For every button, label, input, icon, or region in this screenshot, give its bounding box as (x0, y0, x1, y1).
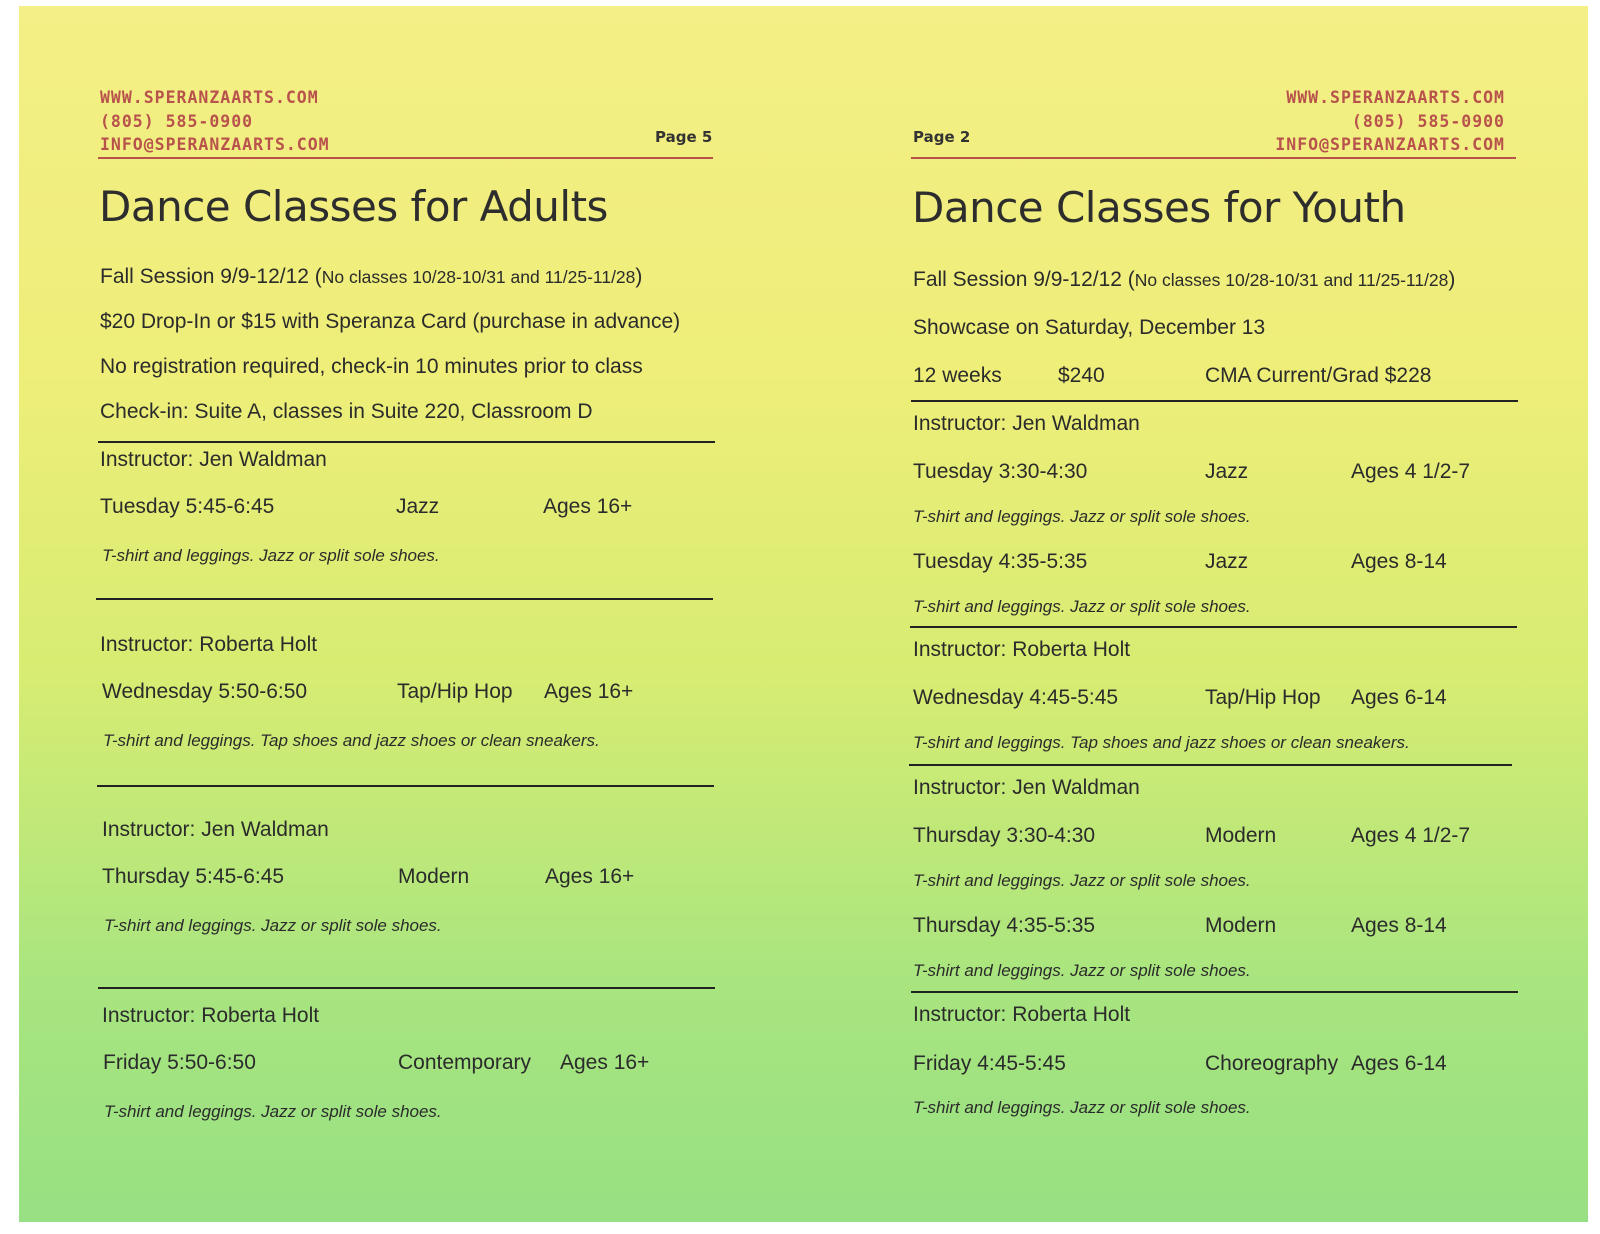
class-style: Choreography (1205, 1052, 1339, 1075)
class-ages: Ages 16+ (544, 680, 634, 703)
class-attire-note: T-shirt and leggings. Jazz or split sole shoes. (102, 546, 440, 565)
class-ages: Ages 6-14 (1351, 686, 1447, 709)
class-style: Jazz (396, 495, 440, 518)
right-session-exceptions: No classes 10/28-10/31 and 11/25-11/28 (1134, 270, 1449, 290)
class-attire-note: T-shirt and leggings. Jazz or split sole shoes. (104, 916, 442, 935)
class-day-time: Thursday 4:35-5:35 (913, 914, 1096, 937)
class-ages: Ages 4 1/2-7 (1351, 824, 1471, 847)
class-day-time: Tuesday 5:45-6:45 (100, 495, 275, 518)
class-style: Contemporary (398, 1051, 532, 1074)
class-day-time: Wednesday 4:45-5:45 (913, 686, 1119, 709)
left-website: WWW.SPERANZAARTS.COM (100, 88, 319, 107)
class-attire-note: T-shirt and leggings. Tap shoes and jazz shoes or clean sneakers. (913, 733, 1410, 752)
left-registration: No registration required, check-in 10 minutes prior to class (100, 355, 643, 378)
class-style: Modern (1205, 824, 1277, 847)
right-divider (909, 764, 1512, 766)
left-divider (97, 785, 714, 787)
right-phone: (805) 585-0900 (1351, 111, 1505, 131)
class-attire-note: T-shirt and leggings. Jazz or split sole shoes. (913, 961, 1251, 980)
class-attire-note: T-shirt and leggings. Tap shoes and jazz shoes or clean sneakers. (103, 731, 600, 750)
class-day-time: Thursday 3:30-4:30 (913, 824, 1096, 847)
right-page-number: Page 2 (913, 128, 971, 146)
right-instructor: Instructor: Roberta Holt (913, 638, 1131, 661)
class-ages: Ages 16+ (545, 865, 635, 888)
left-session-main: Fall Session 9/9-12/12 ( (100, 265, 322, 288)
left-session-line (100, 265, 642, 289)
class-style: Jazz (1205, 460, 1249, 483)
class-attire-note: T-shirt and leggings. Jazz or split sole shoes. (913, 597, 1251, 616)
left-checkin: Check-in: Suite A, classes in Suite 220, Classroom D (100, 400, 593, 423)
right-instructor: Instructor: Jen Waldman (913, 412, 1140, 435)
class-attire-note: T-shirt and leggings. Jazz or split sole shoes. (913, 507, 1251, 526)
class-ages: Ages 8-14 (1351, 550, 1447, 573)
class-style: Tap/Hip Hop (397, 680, 513, 703)
class-day-time: Friday 5:50-6:50 (103, 1051, 256, 1074)
left-page-title: Dance Classes for Adults (99, 182, 608, 231)
right-showcase: Showcase on Saturday, December 13 (913, 316, 1266, 339)
right-divider (910, 626, 1517, 628)
right-divider (911, 400, 1518, 402)
class-day-time: Friday 4:45-5:45 (913, 1052, 1066, 1075)
right-website: WWW.SPERANZAARTS.COM (1286, 88, 1505, 107)
class-ages: Ages 8-14 (1351, 914, 1447, 937)
right-divider (911, 991, 1518, 993)
class-day-time: Tuesday 3:30-4:30 (913, 460, 1088, 483)
left-contact-block (100, 86, 330, 157)
right-session-main: Fall Session 9/9-12/12 ( (913, 268, 1135, 291)
class-day-time: Wednesday 5:50-6:50 (102, 680, 308, 703)
left-page-number: Page 5 (655, 128, 713, 146)
class-attire-note: T-shirt and leggings. Jazz or split sole shoes. (913, 1098, 1251, 1117)
class-ages: Ages 6-14 (1351, 1052, 1447, 1075)
class-ages: Ages 4 1/2-7 (1351, 460, 1471, 483)
class-style: Jazz (1205, 550, 1249, 573)
left-session-exceptions: No classes 10/28-10/31 and 11/25-11/28 (321, 267, 636, 287)
right-pricing-cma: CMA Current/Grad $228 (1205, 364, 1432, 387)
class-style: Tap/Hip Hop (1205, 686, 1321, 709)
left-divider (98, 441, 715, 443)
class-style: Modern (398, 865, 470, 888)
class-day-time: Tuesday 4:35-5:35 (913, 550, 1088, 573)
right-instructor: Instructor: Roberta Holt (913, 1003, 1131, 1026)
left-divider (98, 987, 715, 989)
class-ages: Ages 16+ (560, 1051, 650, 1074)
left-phone: (805) 585-0900 (100, 111, 254, 131)
right-session-line (913, 268, 1455, 292)
class-attire-note: T-shirt and leggings. Jazz or split sole shoes. (913, 871, 1251, 890)
right-instructor: Instructor: Jen Waldman (913, 776, 1140, 799)
right-email: INFO@SPERANZAARTS.COM (1275, 135, 1505, 154)
class-ages: Ages 16+ (543, 495, 633, 518)
left-instructor: Instructor: Jen Waldman (100, 448, 327, 471)
left-email: INFO@SPERANZAARTS.COM (100, 135, 330, 154)
right-page-title: Dance Classes for Youth (912, 183, 1406, 232)
left-session-close: ) (635, 265, 643, 288)
right-session-close: ) (1448, 268, 1456, 291)
left-instructor: Instructor: Roberta Holt (102, 1004, 320, 1027)
right-pricing-weeks: 12 weeks (913, 364, 1002, 387)
left-pricing: $20 Drop-In or $15 with Speranza Card (purchase in advance) (100, 310, 681, 333)
left-instructor: Instructor: Jen Waldman (102, 818, 329, 841)
left-divider (96, 598, 713, 600)
class-style: Modern (1205, 914, 1277, 937)
left-header-divider (98, 157, 713, 159)
class-attire-note: T-shirt and leggings. Jazz or split sole shoes. (104, 1102, 442, 1121)
right-header-divider (911, 157, 1516, 159)
class-day-time: Thursday 5:45-6:45 (102, 865, 285, 888)
left-instructor: Instructor: Roberta Holt (100, 633, 318, 656)
right-contact-block (1275, 86, 1505, 157)
right-pricing-price: $240 (1058, 364, 1105, 387)
